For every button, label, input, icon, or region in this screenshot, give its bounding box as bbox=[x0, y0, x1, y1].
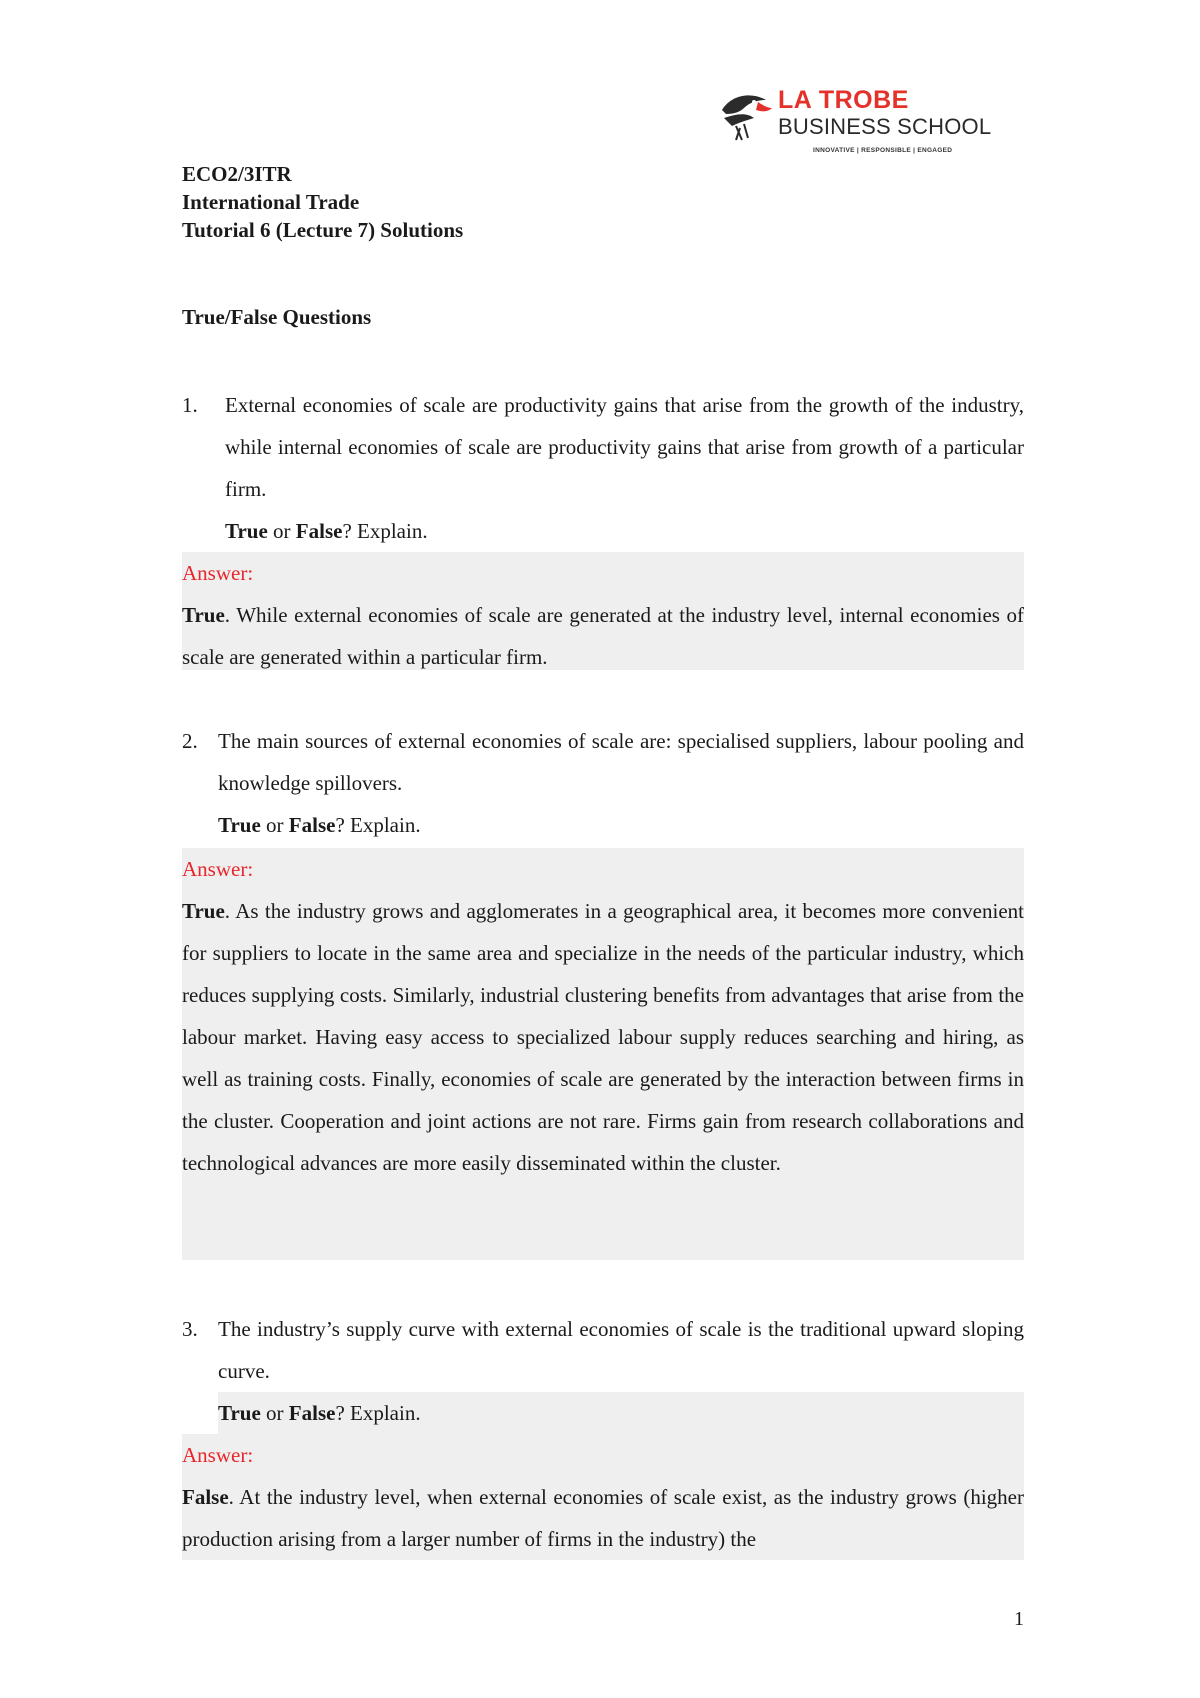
question-text: The industry’s supply curve with external economies of scale is the traditional upward sloping curve. bbox=[218, 1317, 1024, 1383]
logo-line-2: BUSINESS SCHOOL bbox=[778, 114, 992, 139]
question-2 bbox=[182, 720, 1024, 846]
document-header bbox=[182, 160, 463, 244]
answer-text: False. At the industry level, when external economies of scale exist, as the industry grows (higher production arising from a larger number of firms in the industry) the bbox=[182, 1485, 1024, 1551]
answer-label: Answer: bbox=[182, 857, 254, 881]
logo-tagline: INNOVATIVE | RESPONSIBLE | ENGAGED bbox=[813, 147, 953, 154]
true-or-false-prompt-shaded: True or False? Explain. bbox=[218, 1392, 1024, 1434]
answer-label: Answer: bbox=[182, 561, 254, 585]
course-code: ECO2/3ITR bbox=[182, 162, 292, 186]
answer-block-2 bbox=[182, 848, 1024, 1260]
section-heading: True/False Questions bbox=[182, 305, 372, 329]
question-number: 2. bbox=[182, 729, 198, 753]
true-or-false-prompt: True or False? Explain. bbox=[225, 519, 428, 543]
question-text: External economies of scale are productivity gains that arise from the growth of the industry, while internal economies of scale are productivity gains that arise from growth of a particular firm. bbox=[225, 393, 1024, 501]
question-text: The main sources of external economies of scale are: specialised suppliers, labour pooling and knowledge spillovers. bbox=[218, 729, 1024, 795]
answer-block-3 bbox=[182, 1434, 1024, 1560]
document-title: Tutorial 6 (Lecture 7) Solutions bbox=[182, 218, 464, 242]
course-name: International Trade bbox=[182, 190, 360, 214]
answer-label: Answer: bbox=[182, 1443, 254, 1467]
answer-block-1 bbox=[182, 552, 1024, 670]
question-number: 3. bbox=[182, 1317, 198, 1341]
question-1 bbox=[182, 384, 1024, 552]
la-trobe-logo bbox=[714, 88, 1034, 158]
answer-text: True. While external economies of scale are generated at the industry level, internal economies of scale are generated within a particular firm. bbox=[182, 603, 1024, 669]
question-3 bbox=[182, 1308, 1024, 1392]
true-or-false-prompt: True or False? Explain. bbox=[218, 813, 421, 837]
logo-line-1: LA TROBE bbox=[778, 86, 909, 114]
pelican-emblem-icon bbox=[714, 88, 774, 144]
question-number: 1. bbox=[182, 393, 198, 417]
answer-text: True. As the industry grows and agglomerates in a geographical area, it becomes more convenient for suppliers to locate in the same area and specialize in the needs of the particular industry, which reduces supplying costs. Similarly, industrial clustering benefits from advantages that arise from the labour market. Having easy access to specialized labour supply reduces searching and hiring, as well as training costs. Finally, economies of scale are generated by the interaction between firms in the cluster. Cooperation and joint actions are not rare. Firms gain from research collaborations and technological advances are more easily disseminated within the cluster. bbox=[182, 899, 1024, 1175]
page-number: 1 bbox=[1014, 1608, 1024, 1630]
